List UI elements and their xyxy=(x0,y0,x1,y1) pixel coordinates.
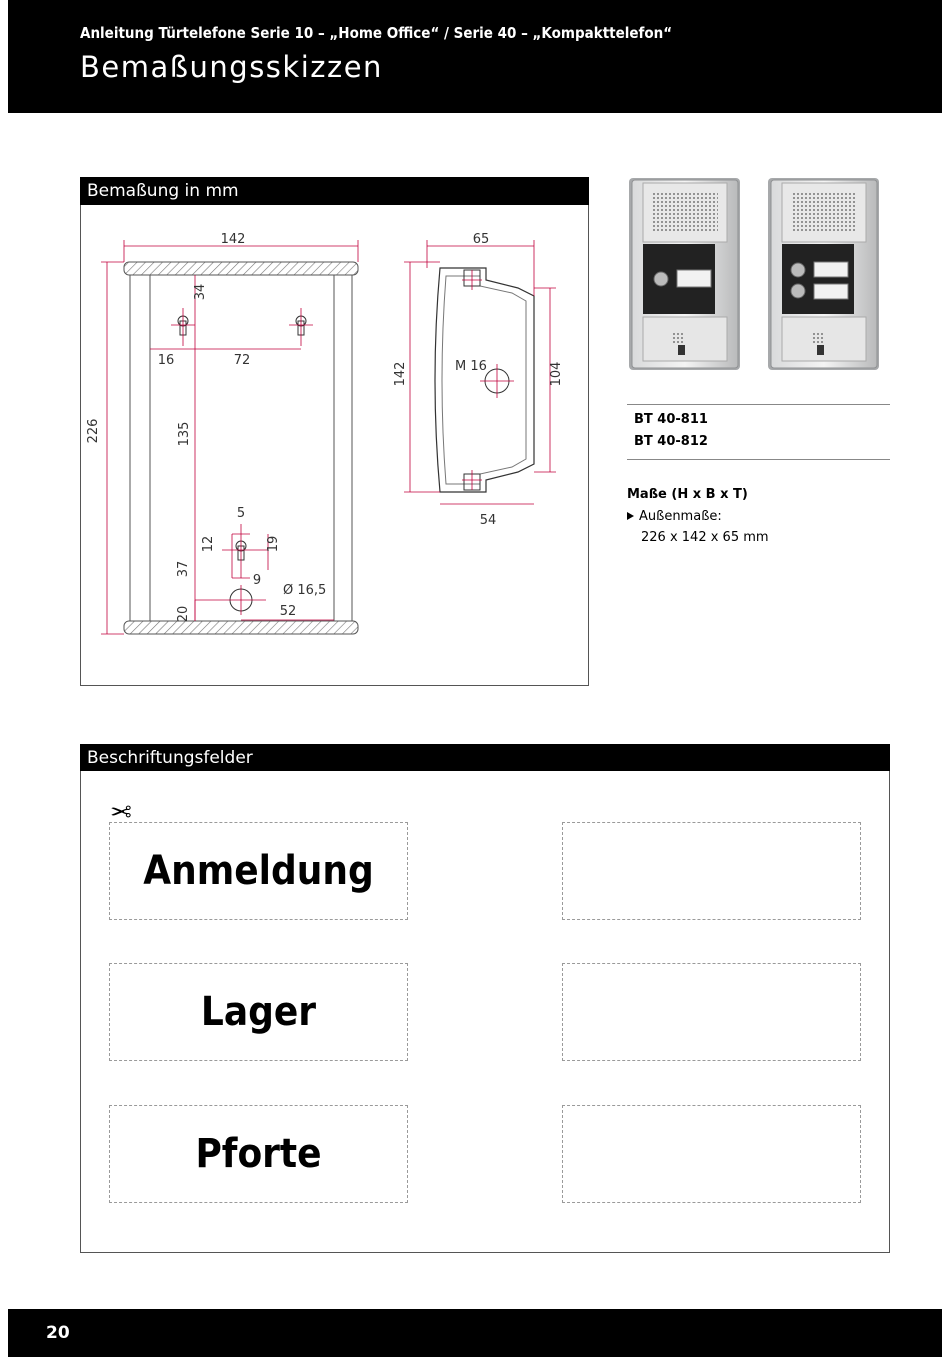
label-field[interactable] xyxy=(109,963,408,1061)
page-header xyxy=(8,0,942,113)
keyhole-left xyxy=(171,308,195,346)
dim-keyhole-width: 5 xyxy=(236,506,246,521)
label-field-text: Anmeldung xyxy=(143,848,374,894)
model-bt-40-812: BT 40-812 xyxy=(634,434,708,449)
top-plate xyxy=(124,262,358,275)
dim-height: 226 xyxy=(86,418,101,444)
dim-width: 142 xyxy=(220,232,246,247)
label-field-text: Pforte xyxy=(195,1131,322,1177)
label-field[interactable] xyxy=(109,822,408,920)
dimension-drawing xyxy=(80,205,589,685)
front-view xyxy=(86,232,358,634)
scissors-icon: ✂ xyxy=(110,795,132,825)
dim-hole-spacing: 72 xyxy=(233,353,251,368)
dim-cable-offset: 52 xyxy=(279,604,297,619)
dim-top-hole: 34 xyxy=(193,283,208,301)
dim-side-inner: 104 xyxy=(549,361,564,387)
dim-depth: 65 xyxy=(472,232,490,247)
page-title: Bemaßungsskizzen xyxy=(80,50,383,84)
bottom-plate xyxy=(124,621,358,634)
dim-bottom-depth: 54 xyxy=(479,513,497,528)
keyhole-bottom xyxy=(222,524,268,578)
label-section-title: Beschriftungsfelder xyxy=(80,744,890,771)
cable-hole xyxy=(195,585,266,615)
side-view xyxy=(393,232,564,528)
label-field[interactable] xyxy=(562,1105,861,1203)
dim-keyhole-offset: 9 xyxy=(252,573,262,588)
dim-side-height: 142 xyxy=(393,361,408,387)
divider xyxy=(627,459,890,460)
product-bt-40-812 xyxy=(768,178,879,370)
label-field[interactable] xyxy=(109,1105,408,1203)
label-field[interactable] xyxy=(562,822,861,920)
dim-keyhole-height: 12 xyxy=(201,535,216,553)
dimensions-section-title: Bemaßung in mm xyxy=(80,177,589,205)
divider xyxy=(627,404,890,405)
dim-cable-diameter: Ø 16,5 xyxy=(283,583,327,598)
page-footer xyxy=(8,1309,942,1357)
bullet-arrow-icon xyxy=(627,512,634,520)
dim-bottom-offset: 37 xyxy=(176,560,191,578)
header-subtitle: Anleitung Türtelefone Serie 10 – „Home Office“ / Serie 40 – „Kompakttelefon“ xyxy=(80,24,673,42)
keyhole-right xyxy=(289,308,313,346)
dim-keyhole-total: 19 xyxy=(266,535,281,553)
model-bt-40-811: BT 40-811 xyxy=(634,412,708,427)
spec-label: Außenmaße: xyxy=(627,509,722,524)
dim-left-offset: 16 xyxy=(157,353,175,368)
product-images xyxy=(620,170,890,375)
label-field-text: Lager xyxy=(200,989,317,1035)
dim-bottom-margin: 20 xyxy=(176,605,191,623)
dim-inner-height: 135 xyxy=(177,421,192,447)
dim-thread: M 16 xyxy=(455,359,487,374)
spec-title: Maße (H x B x T) xyxy=(627,487,748,502)
product-bt-40-811 xyxy=(629,178,740,370)
spec-value: 226 x 142 x 65 mm xyxy=(641,530,769,545)
page-number: 20 xyxy=(46,1323,70,1343)
label-field[interactable] xyxy=(562,963,861,1061)
